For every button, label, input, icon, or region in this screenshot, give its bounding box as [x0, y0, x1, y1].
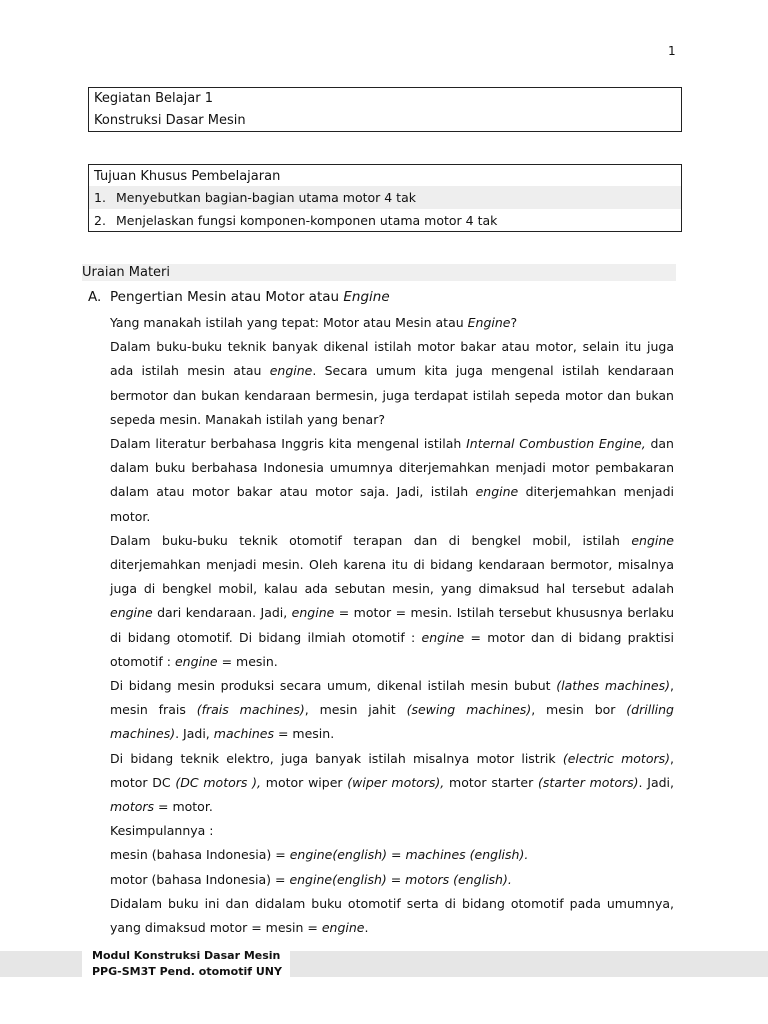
tujuan-item-number: 2.	[94, 213, 106, 228]
footer-module-title: Modul Konstruksi Dasar Mesin	[92, 949, 281, 962]
footer	[92, 948, 282, 980]
section-title: Pengertian Mesin atau Motor atau Engine	[110, 289, 390, 305]
kegiatan-subtitle: Konstruksi Dasar Mesin	[94, 113, 246, 128]
tujuan-item-number: 1.	[94, 190, 106, 205]
tujuan-item-text: Menyebutkan bagian-bagian utama motor 4 tak	[116, 190, 416, 205]
kegiatan-title: Kegiatan Belajar 1	[94, 91, 213, 106]
paragraph-6: Di bidang teknik elektro, juga banyak istilah misalnya motor listrik (electric motors), motor DC (DC motors ), motor wiper (wiper motors), motor starter (starter motors). Jadi, motors = motor.	[110, 750, 674, 815]
body-content	[110, 311, 674, 940]
paragraph-3: Dalam literatur berbahasa Inggris kita mengenal istilah Internal Combustion Engine, dan dalam buku berbahasa Indonesia umumnya diterjemahkan menjadi motor pembakaran dalam atau motor bakar atau motor saja. Jadi, istilah engine diterjemahkan menjadi motor.	[110, 436, 674, 524]
paragraph-8: mesin (bahasa Indonesia) = engine(english) = machines (english).	[110, 847, 529, 863]
paragraph-1: Yang manakah istilah yang tepat: Motor atau Mesin atau Engine?	[110, 315, 518, 330]
page-number: 1	[668, 44, 676, 58]
footer-band-left	[0, 951, 82, 977]
uraian-materi-heading: Uraian Materi	[82, 264, 676, 281]
tujuan-item	[89, 209, 681, 232]
footer-band-right	[290, 951, 768, 977]
paragraph-4: Dalam buku-buku teknik otomotif terapan dan di bengkel mobil, istilah engine diterjemahkan menjadi mesin. Oleh karena itu di bidang kendaraan bermotor, misalnya juga di bengkel mobil, kalau ada sebutan mesin, yang dimaksud hal tersebut adalah engine dari kendaraan. Jadi, engine = motor = mesin. Istilah tersebut khususnya berlaku di bidang otomotif. Di bidang ilmiah otomotif : engine = motor dan di bidang praktisi otomotif : engine = mesin.	[110, 532, 674, 669]
paragraph-7: Kesimpulannya :	[110, 823, 214, 839]
tujuan-item	[89, 186, 681, 209]
paragraph-5: Di bidang mesin produksi secara umum, dikenal istilah mesin bubut (lathes machines), mesin frais (frais machines), mesin jahit (sewing machines), mesin bor (drilling machines). Jadi, machines = mesin.	[110, 678, 674, 742]
section-letter: A.	[88, 289, 102, 305]
paragraph-2: Dalam buku-buku teknik banyak dikenal istilah motor bakar atau motor, selain itu juga ada istilah mesin atau engine. Secara umum kita juga mengenal istilah kendaraan bermotor dan bukan kendaraan bermesin, juga terdapat istilah sepeda motor dan bukan sepeda mesin. Manakah istilah yang benar?	[110, 339, 674, 427]
tujuan-box	[88, 164, 682, 232]
paragraph-9: motor (bahasa Indonesia) = engine(english) = motors (english).	[110, 871, 512, 887]
section-a-heading	[88, 288, 390, 306]
kegiatan-belajar-box	[88, 87, 682, 132]
tujuan-item-text: Menjelaskan fungsi komponen-komponen utama motor 4 tak	[116, 213, 498, 228]
paragraph-10: Didalam buku ini dan didalam buku otomotif serta di bidang otomotif pada umumnya, yang dimaksud motor = mesin = engine.	[110, 895, 674, 936]
footer-program: PPG-SM3T Pend. otomotif UNY	[92, 965, 282, 978]
tujuan-heading: Tujuan Khusus Pembelajaran	[89, 165, 681, 186]
